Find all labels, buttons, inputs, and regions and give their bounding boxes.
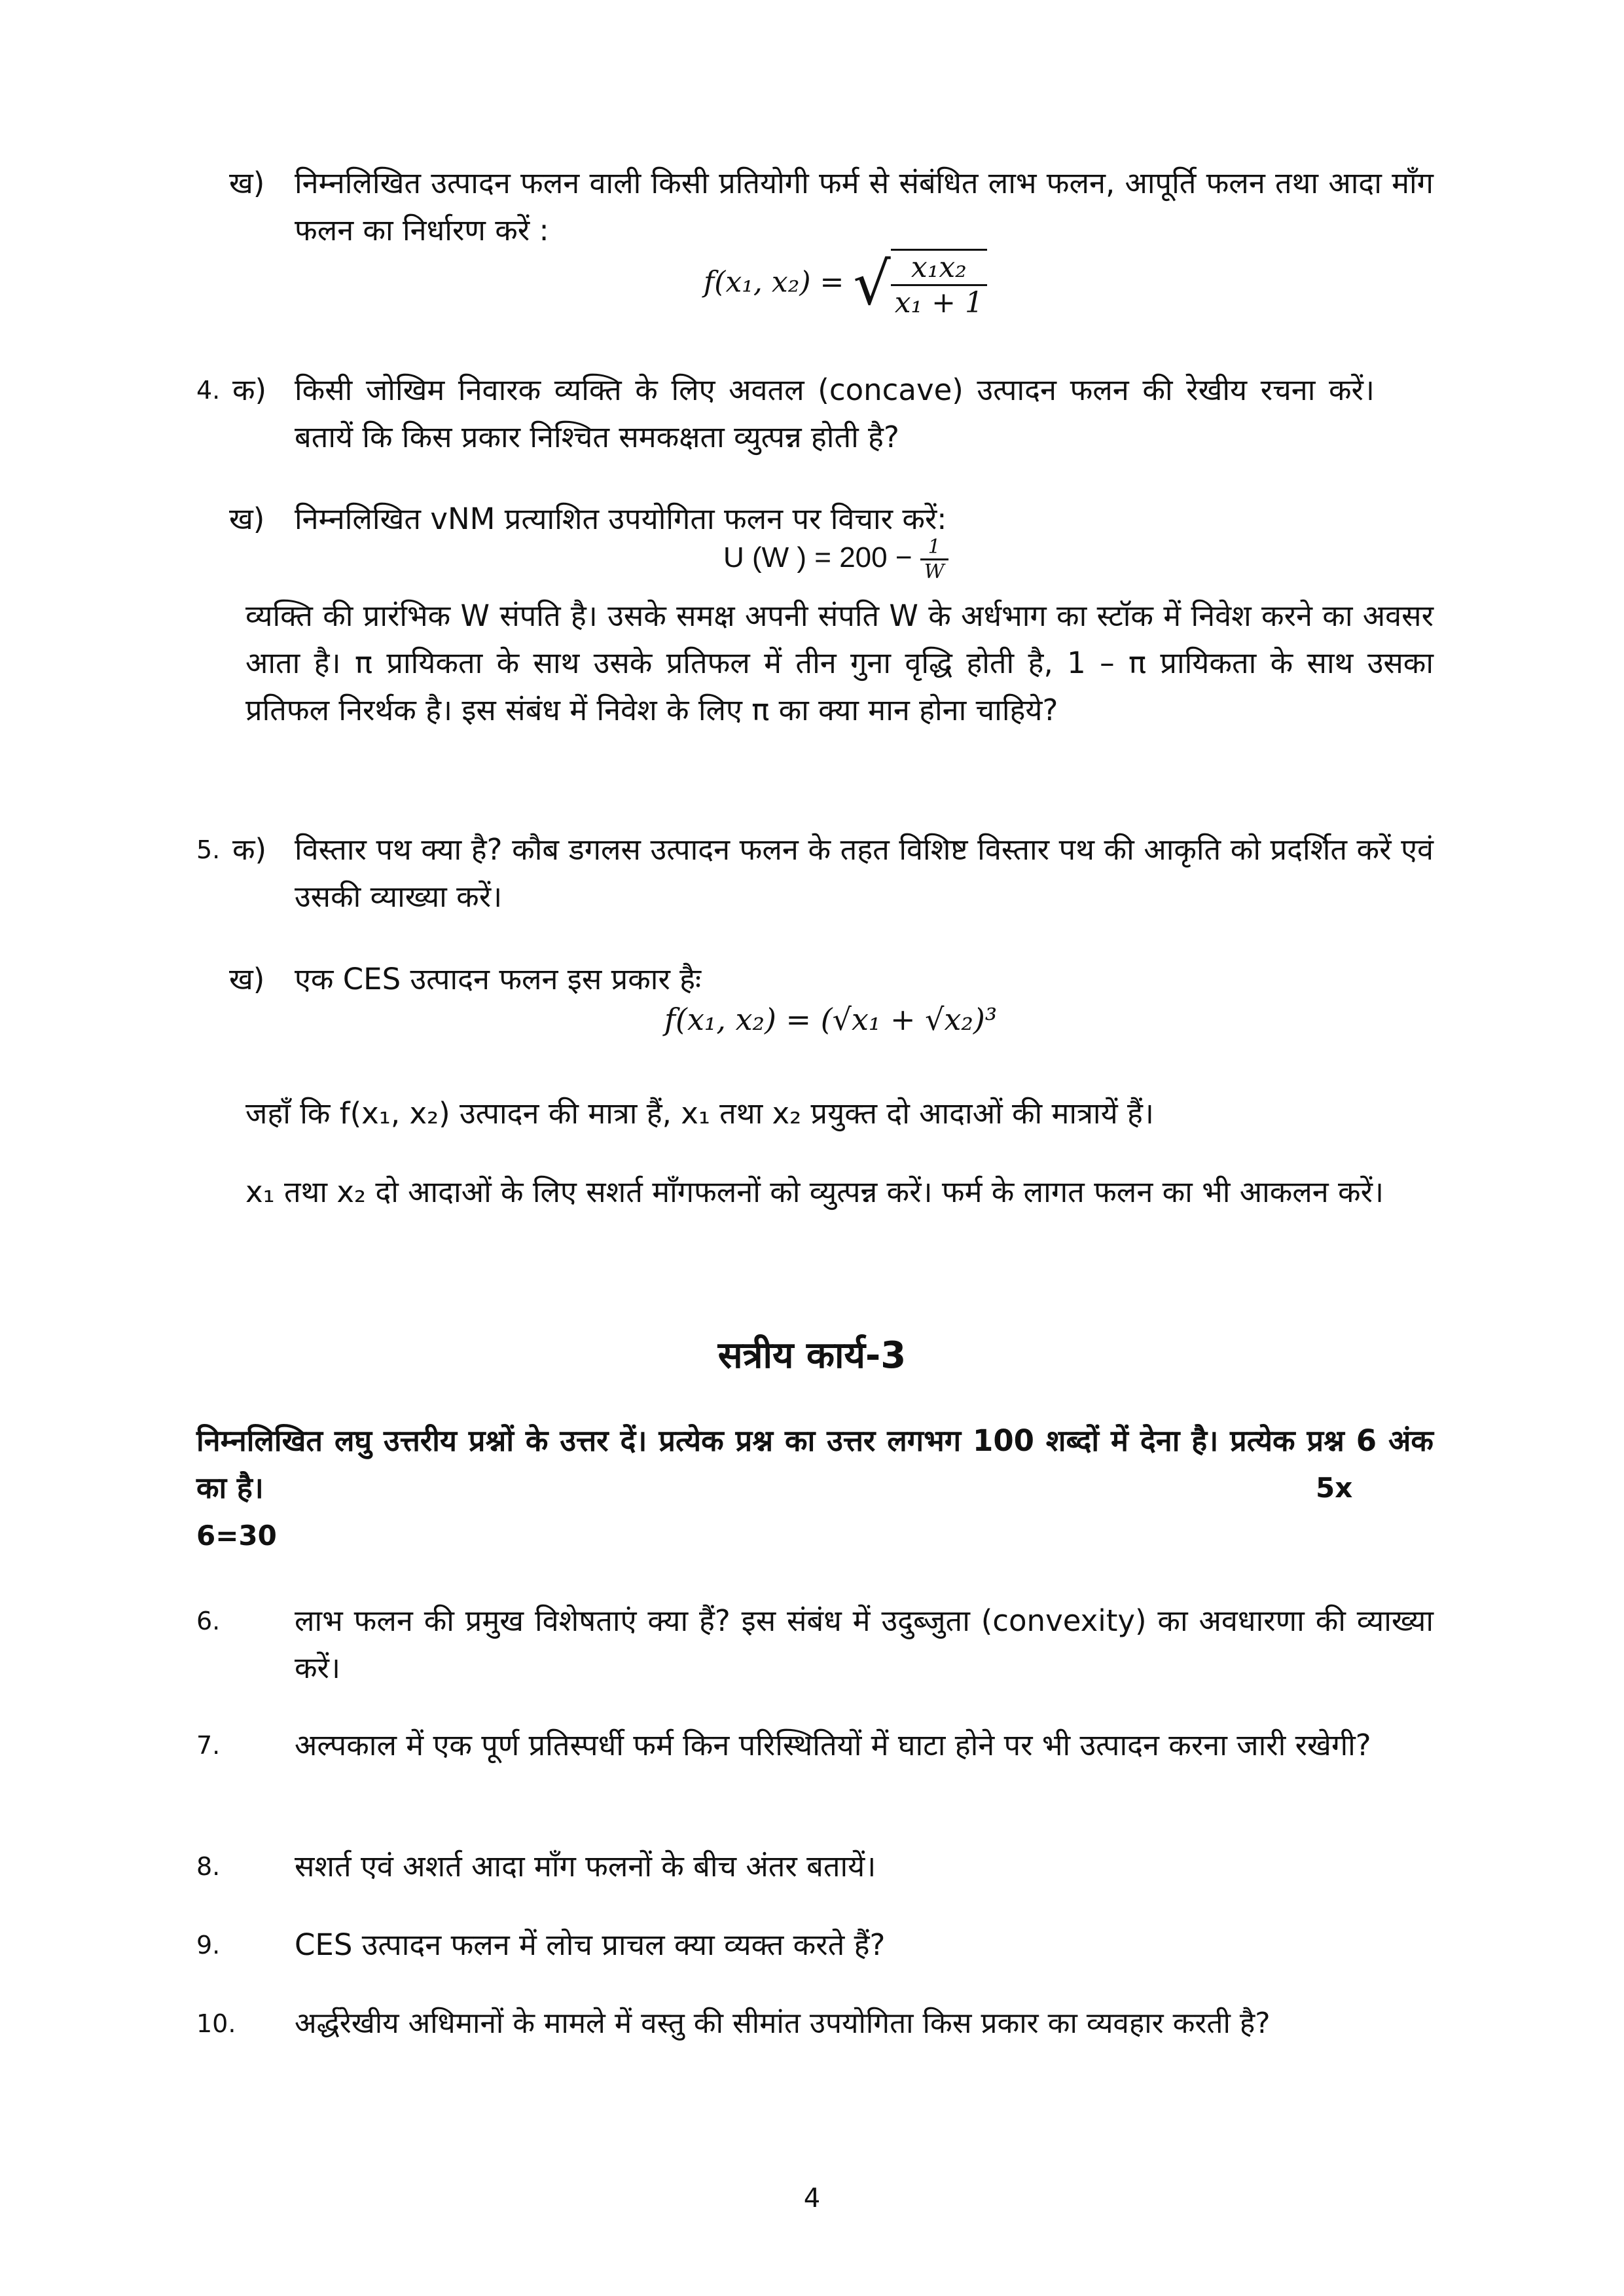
q4b-body: व्यक्ति की प्रारंभिक W संपति है। उसके समक्ष अपनी संपति W के अर्धभाग का स्टॉक में निवेश करने का अवसर आता है। π प्रायिकता के साथ उसके प्रतिफल में तीन गुना वृद्धि होती है, 1 – π प्रायिकता के साथ उसका प्रतिफल निरर्थक है। इस संबंध में निवेश के लिए π का क्या मान होना चाहिये?	[245, 598, 1434, 727]
question-text: CES उत्पादन फलन में लोच प्राचल क्या व्यक्त करते हैं?	[295, 1927, 886, 1962]
q5b-formula: f(x₁, x₂) = (√x₁ + √x₂)³	[664, 1002, 998, 1037]
question-text: लाभ फलन की प्रमुख विशेषताएं क्या हैं? इस संबंध में उदुब्जुता (convexity) का अवधारणा की व्याख्या करें।	[295, 1603, 1434, 1685]
question-text: अर्द्धरेखीय अधिमानों के मामले में वस्तु की सीमांत उपयोगिता किस प्रकार का व्यवहार करती है?	[295, 2007, 1271, 2040]
q3b-formula-numerator: x₁x₂	[891, 251, 987, 286]
q5b-text: एक CES उत्पादन फलन इस प्रकार हैः	[295, 962, 702, 996]
page-number: 4	[803, 2183, 821, 2214]
question-number: 10.	[196, 2009, 236, 2038]
q4b-formula-numerator: 1	[920, 536, 948, 560]
q5a-text: विस्तार पथ क्या है? कौब डगलस उत्पादन फलन के तहत विशिष्ट विस्तार पथ की आकृति को प्रदर्शित करें एवं उसकी व्याख्या करें।	[295, 832, 1434, 914]
q5a-label: क)	[232, 832, 267, 867]
question-number: 8.	[196, 1852, 221, 1881]
q4b-text: निम्नलिखित vNM प्रत्याशित उपयोगिता फलन पर विचार करें:	[295, 501, 947, 536]
q4a-label: क)	[232, 373, 267, 407]
section-heading: सत्रीय कार्य-3	[717, 1334, 907, 1377]
q4b-formula-lhs: U (W ) = 200 −	[723, 541, 912, 574]
question-number: 9.	[196, 1931, 221, 1959]
q5-number: 5.	[196, 835, 221, 864]
instructions-marks-a: 5x	[1316, 1472, 1353, 1504]
q5b-line1: जहाँ कि f(x₁, x₂) उत्पादन की मात्रा हैं, x₁ तथा x₂ प्रयुक्त दो आदाओं की मात्रायें हैं।	[245, 1096, 1154, 1131]
q3b-formula-lhs: f(x₁, x₂) =	[704, 265, 844, 299]
instructions-marks-b: 6=30	[196, 1520, 277, 1552]
q5b-label: ख)	[229, 962, 265, 996]
q5b-line2: x₁ तथा x₂ दो आदाओं के लिए सशर्त माँगफलनों को व्युत्पन्न करें। फर्म के लागत फलन का भी आकलन करें।	[245, 1175, 1384, 1209]
q4b-label: ख)	[229, 501, 265, 536]
q4b-formula	[723, 536, 948, 583]
instructions-text: निम्नलिखित लघु उत्तरीय प्रश्नों के उत्तर दें। प्रत्येक प्रश्न का उत्तर लगभग 100 शब्दों में देना है। प्रत्येक प्रश्न 6 अंक का है।	[196, 1423, 1434, 1505]
q3b-text: निम्नलिखित उत्पादन फलन वाली किसी प्रतियोगी फर्म से संबंधित लाभ फलन, आपूर्ति फलन तथा आदा माँग फलन का निर्धारण करें :	[295, 166, 1434, 247]
question-number: 6.	[196, 1607, 221, 1635]
q4-number: 4.	[196, 376, 221, 405]
question-text: सशर्त एवं अशर्त आदा माँग फलनों के बीच अंतर बतायें।	[295, 1849, 876, 1884]
q3b-formula: f(x₁, x₂) = √ $\frac{\text{x₁x₂}}{\text{x₁ + 1}}$	[704, 249, 987, 319]
q3b-formula-denominator: x₁ + 1	[894, 286, 984, 319]
question-number: 7.	[196, 1731, 221, 1760]
q4a-text: किसी जोखिम निवारक व्यक्ति के लिए अवतल (concave) उत्पादन फलन की रेखीय रचना करें। बतायें कि किस प्रकार निश्चित समकक्षता व्युत्पन्न होती है?	[295, 373, 1375, 454]
q4b-formula-denominator: W	[924, 560, 945, 583]
question-text: अल्पकाल में एक पूर्ण प्रतिस्पर्धी फर्म किन परिस्थितियों में घाटा होने पर भी उत्पादन करना जारी रखेगी?	[295, 1728, 1371, 1762]
q3b-label: ख)	[229, 166, 265, 200]
